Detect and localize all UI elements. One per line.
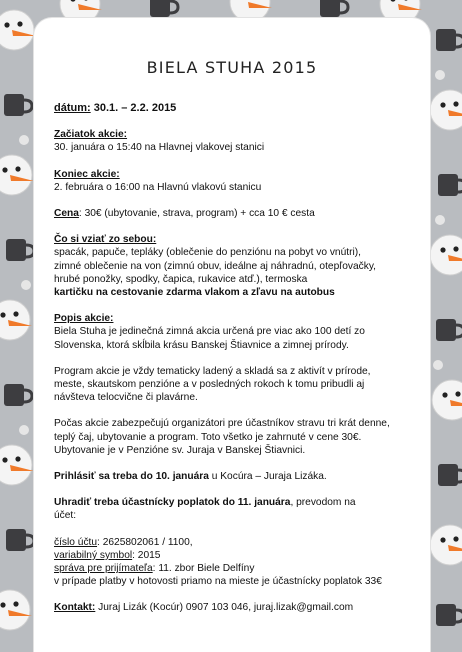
registration-line: [54, 470, 424, 483]
end-text: 2. februára o 16:00 na Hlavnú vlakovú stanicu: [54, 181, 262, 193]
date-label: dátum:: [54, 102, 91, 114]
contact-text: Juraj Lizák (Kocúr) 0907 103 046, juraj.lizak@gmail.com: [95, 602, 354, 614]
description-line: Ubytovanie je v Penzióne sv. Juraja v Banskej Štiavnici.: [54, 444, 306, 456]
description-heading: Popis akcie:: [54, 313, 114, 325]
account-number-value: : 2625802061 / 1100,: [97, 536, 193, 548]
payment-line-2: účet:: [54, 510, 77, 522]
description-line: návšteva telocvične či plavárne.: [54, 392, 198, 404]
flyer-content: [54, 102, 424, 615]
payment-line: [54, 496, 424, 509]
packing-line: zimné oblečenie na von (zimnú obuv, ideálne aj náhradnú, otepľovačky,: [54, 260, 376, 272]
page-title: BIELA STUHA 2015: [146, 58, 318, 77]
description-line: Slovenska, ktorá skĺbila krásu Banskej Štiavnice a zimnej prírody.: [54, 339, 349, 351]
packing-line: spacák, papuče, tepláky (oblečenie do penziónu na pobyt vo vnútri),: [54, 247, 361, 259]
packing-line-bold: kartičku na cestovanie zdarma vlakom a zľavu na autobus: [54, 287, 335, 299]
cash-payment-note: v prípade platby v hotovosti priamo na mieste je účastnícky poplatok 33€: [54, 576, 382, 588]
end-heading: Koniec akcie:: [54, 168, 120, 180]
payment-message-value: : 11. zbor Biele Delfíny: [152, 563, 255, 575]
contact-line: [54, 601, 424, 614]
right-decoration-column: [430, 29, 462, 626]
description-line: meste, skautskom penzióne a v posledných rokoch k tomu pribudli aj: [54, 379, 365, 391]
description-line: Program akcie je vždy tematicky ladený a skladá sa z aktivít v prírode,: [54, 365, 371, 377]
account-number-label: číslo účtu: [54, 536, 98, 548]
flyer-card: [34, 18, 430, 652]
description-line: teplý čaj, ubytovanie a program. Toto všetko je zahrnuté v cene 30€.: [54, 431, 362, 443]
payment-deadline: Uhradiť treba účastnícky poplatok do 11. januára: [54, 497, 291, 509]
price-line: [54, 207, 424, 220]
description-line: Biela Stuha je jedinečná zimná akcia určená pre viac ako 100 detí zo: [54, 326, 365, 338]
variable-symbol-line: [54, 549, 424, 562]
packing-line: hrubé ponožky, spodky, čapica, rukavice atď.), termoska: [54, 273, 308, 285]
price-label: Cena: [54, 208, 79, 220]
description-line: Počas akcie zabezpečujú organizátori pre účastníkov stravu tri krát denne,: [54, 418, 390, 430]
date-line: [54, 102, 424, 115]
registration-deadline: Prihlásiť sa treba do 10. januára: [54, 471, 209, 483]
account-number-line: [54, 536, 424, 549]
left-decoration-column: [0, 10, 36, 630]
payment-message-label: správa pre prijímateľa: [54, 563, 153, 575]
payment-method: , prevodom na: [290, 497, 356, 509]
start-text: 30. januára o 15:40 na Hlavnej vlakovej stanici: [54, 142, 265, 154]
price-text: : 30€ (ubytovanie, strava, program) + cca 10 € cesta: [78, 208, 315, 220]
variable-symbol-label: variabilný symbol: [54, 549, 133, 561]
payment-message-line: [54, 562, 424, 575]
contact-label: Kontakt:: [54, 602, 96, 614]
variable-symbol-value: : 2015: [132, 549, 161, 561]
registration-contact: u Kocúra – Juraja Lizáka.: [208, 471, 327, 483]
packing-heading: Čo si vziať zo sebou:: [54, 234, 157, 246]
start-heading: Začiatok akcie:: [54, 129, 128, 141]
date-value: 30.1. – 2.2. 2015: [93, 102, 177, 114]
